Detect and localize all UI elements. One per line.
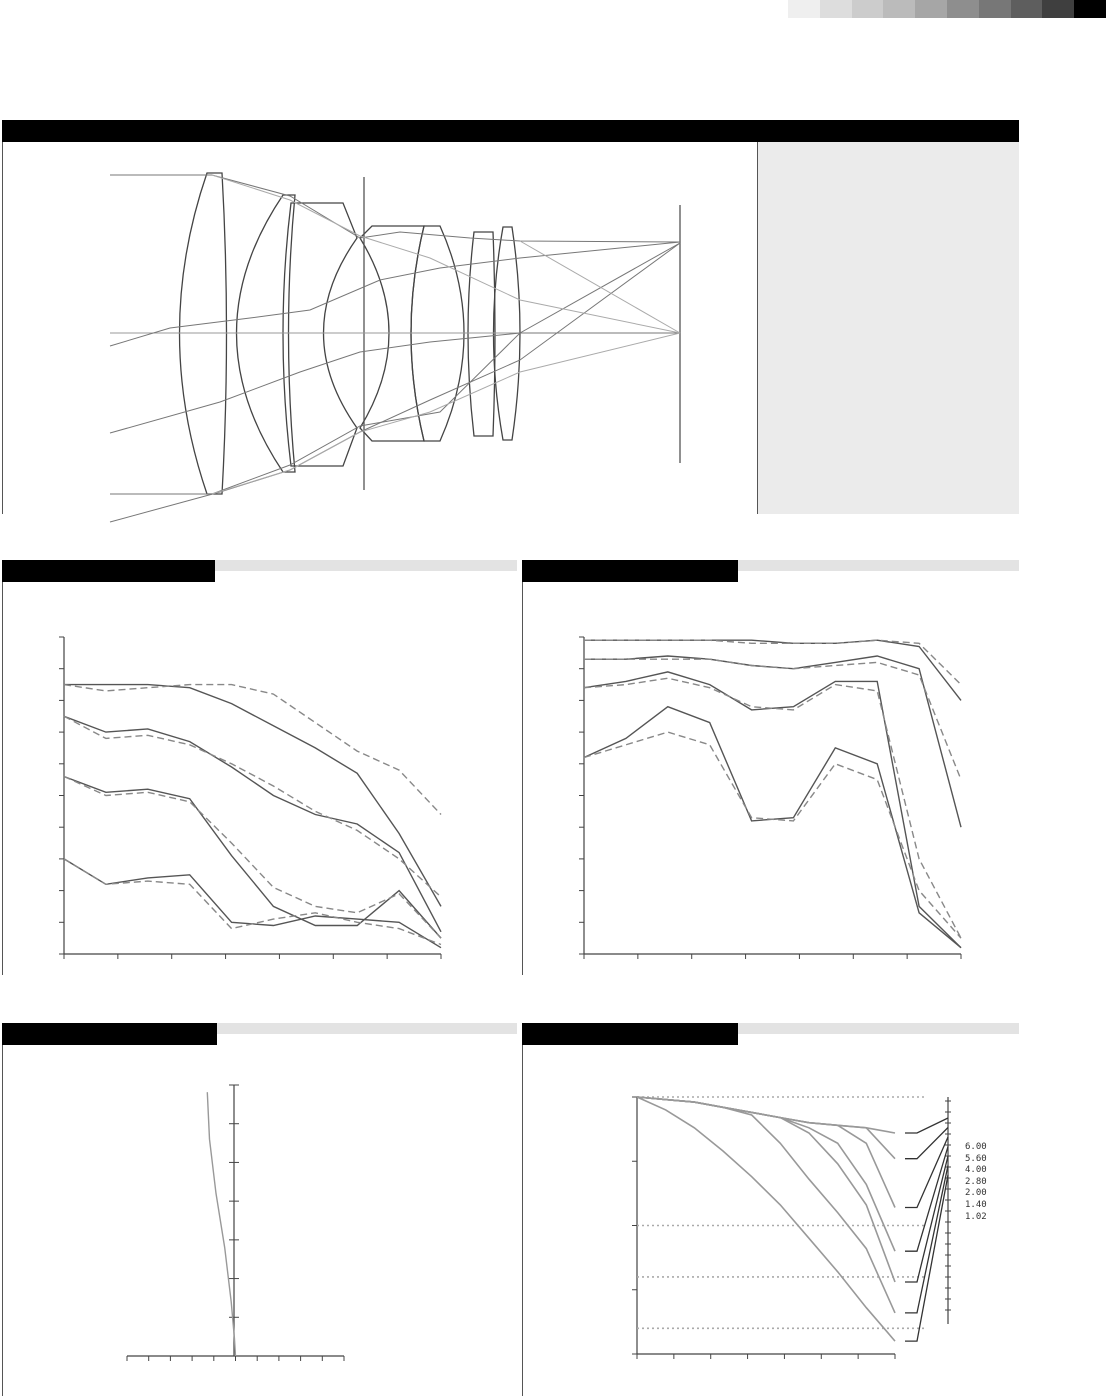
gray-swatch-2 [852, 0, 884, 18]
distortion-legend [965, 1142, 987, 1223]
series-line-4 [64, 777, 441, 939]
chart-subheader-strip-bottom-right [738, 1023, 1019, 1034]
legend-leader-5 [905, 1128, 948, 1159]
series-line-7 [584, 732, 961, 938]
chart-middle-right [520, 580, 1020, 980]
series-line-3 [637, 1097, 895, 1251]
chart-subheader-strip-middle-right [738, 560, 1019, 571]
gray-swatch-5 [947, 0, 979, 18]
series-line-5 [637, 1097, 895, 1159]
gray-swatch-9 [1074, 0, 1106, 18]
lens-spec-panel [758, 142, 1019, 514]
gray-scale-bar [788, 0, 1106, 18]
legend-label-4: 2.00 [965, 1188, 987, 1199]
legend-label-3: 2.80 [965, 1176, 987, 1187]
gray-swatch-3 [883, 0, 915, 18]
series-line-1 [637, 1097, 895, 1313]
gray-swatch-4 [915, 0, 947, 18]
legend-label-6: 1.02 [965, 1211, 987, 1222]
lens-cross-section-diagram [0, 0, 760, 540]
chart-bottom-left [0, 1040, 520, 1396]
chart-subheader-strip-middle-left [215, 560, 517, 571]
legend-leader-0 [905, 1175, 948, 1341]
series-line-7 [64, 859, 441, 945]
gray-swatch-1 [820, 0, 852, 18]
series-line-0 [637, 1097, 895, 1341]
gray-swatch-7 [1011, 0, 1043, 18]
series-line-3 [584, 659, 961, 779]
series-line-5 [64, 777, 441, 939]
chart-bottom-right [520, 1040, 1020, 1396]
chart-subheader-strip-bottom-left [217, 1023, 517, 1034]
series-line-0 [64, 685, 441, 907]
gray-swatch-6 [979, 0, 1011, 18]
series-line-5 [584, 678, 961, 938]
legend-leader-6 [905, 1118, 948, 1133]
series-line-0 [207, 1092, 235, 1356]
series-line-4 [584, 672, 961, 948]
legend-label-2: 4.00 [965, 1165, 987, 1176]
chart-header-bar-middle-right [522, 560, 738, 582]
chart-header-bar-middle-left [2, 560, 215, 582]
ray-traces [110, 175, 680, 522]
legend-label-5: 1.40 [965, 1199, 987, 1210]
gray-swatch-0 [788, 0, 820, 18]
legend-label-1: 5.60 [965, 1153, 987, 1164]
series-line-6 [637, 1097, 895, 1133]
series-line-2 [64, 716, 441, 932]
gray-swatch-8 [1042, 0, 1074, 18]
series-line-3 [64, 716, 441, 897]
lens-element-3 [283, 203, 357, 466]
legend-label-0: 6.00 [965, 1142, 987, 1152]
chart-middle-left [0, 580, 520, 980]
series-line-2 [637, 1097, 895, 1282]
